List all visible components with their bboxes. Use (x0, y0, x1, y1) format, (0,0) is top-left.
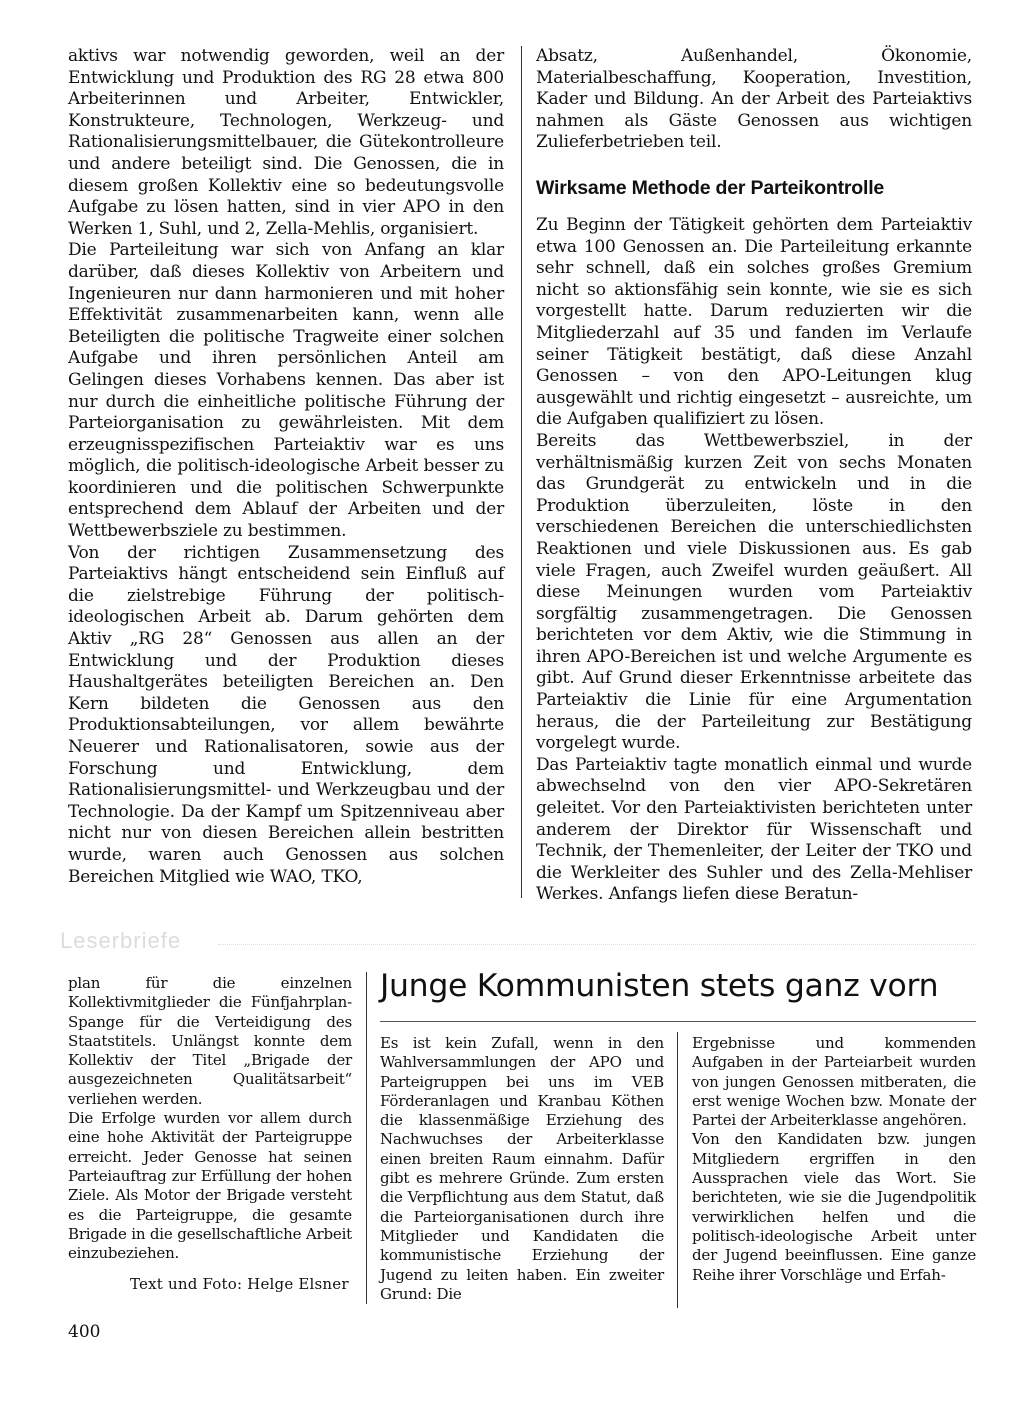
headline-rule (380, 1021, 976, 1022)
column-divider (366, 972, 367, 1304)
column-divider (521, 46, 522, 898)
letter-paragraph: Von den Kandidaten bzw. jungen Mitgliedern ergriffen in den Aussprachen viele das Wort. Sie berichteten, wie sie die Jugendpolitik verwirklichen helfen und die politisch-ideologische Arbeit unter der Jugend beeinflussen. Eine ganze Reihe ihrer Vorschläge und Erfah- (692, 1130, 976, 1284)
letter-headline: Junge Kommunisten stets ganz vorn (380, 968, 939, 1004)
article-paragraph: Die Parteileitung war sich von Anfang an klar darüber, daß dieses Kollektiv von Arbeitern und Ingenieuren nur dann harmonieren und mit hoher Effektivität zusammenarbeiten kann, wenn alle Beteiligten die politische Tragweite einer solchen Aufgabe und ihren persönlichen Anteil am Gelingen dieses Vorhabens kennen. Das aber ist nur durch die einheitliche politische Führung der Parteiorganisation zu gewährleisten. Mit dem erzeugnisspezifischen Parteiaktiv war es uns möglich, die politisch-ideologische Arbeit besser zu koordinieren und die politischen Schwerpunkte entsprechend dem Ablauf der Arbeiten und der Wettbewerbsziele zu bestimmen. (68, 240, 504, 542)
letter-paragraph: Es ist kein Zufall, wenn in den Wahlversammlungen der APO und Parteigruppen bei uns im VEB Förderanlagen und Kranbau Köthen die klassenmäßige Erziehung des Nachwuchses der Arbeiterklasse einen breiten Raum einnahm. Dafür gibt es mehrere Gründe. Zum ersten die Verpflichtung aus dem Statut, daß die Parteiorganisationen durch ihre Mitglieder und Kandidaten die kommunistische Erziehung der Jugend zu leiten haben. Ein zweiter Grund: Die (380, 1034, 664, 1303)
section-rubric: Leserbriefe (60, 928, 182, 953)
article-paragraph: Von der richtigen Zusammensetzung des Parteiaktivs hängt entscheidend sein Einfluß auf die zielstrebige Führung der politisch-ideologischen Arbeit ab. Darum gehörten dem Aktiv „RG 28“ Genossen aus allen an der Entwicklung und der Produktion dieses Haushaltgerätes beteiligten Bereichen an. Den Kern bildeten die Genossen aus den Produktionsabteilungen, vor allem bewährte Neuerer und Rationalisatoren, sowie aus der Forschung und Entwicklung, dem Rationalisierungsmittel- und Werkzeugbau und der Technologie. Da der Kampf um Spitzenniveau aber nicht nur von diesen Bereichen allein bestritten wurde, waren auch Genossen aus solchen Bereichen Mitglied wie WAO, TKO, (68, 542, 504, 887)
article-top-right-intro (536, 46, 972, 154)
article-paragraph: Absatz, Außenhandel, Ökonomie, Materialbeschaffung, Kooperation, Investition, Kader und Bildung. An der Arbeit des Parteiaktivs nahmen als Gäste Genossen aus wichtigen Zulieferbetrieben teil. (536, 46, 972, 153)
photo-credit: Text und Foto: Helge Elsner (130, 1275, 349, 1293)
article-paragraph: Das Parteiaktiv tagte monatlich einmal und wurde abwechselnd von den vier APO-Sekretären geleitet. Vor den Parteiaktivisten berichteten unter anderem der Direktor für Wissenschaft und Technik, der Themenleiter, der Leiter der TKO und die Werkleiter des Suhler und des Zella-Mehliser Werkes. Anfangs liefen diese Beratun- (536, 754, 972, 905)
letter-right-column-1 (380, 1034, 664, 1304)
letter-paragraph: Ergebnisse und kommenden Aufgaben in der Parteiarbeit wurden von jungen Genossen mitberaten, die erst wenige Wochen bzw. Monate der Partei der Arbeiterklasse angehören. (692, 1034, 976, 1130)
letter-paragraph: plan für die einzelnen Kollektivmitglieder die Fünfjahrplan-Spange für die Verteidigung des Staatstitels. Unlängst konnte dem Kollektiv der Titel „Brigade der ausgezeichneten Qualitätsarbeit“ verliehen werden. (68, 974, 352, 1108)
letter-paragraph: Die Erfolge wurden vor allem durch eine hohe Aktivität der Parteigruppe erreicht. Jeder Genosse hat seinen Parteiauftrag zur Erfüllung der hohen Ziele. Als Motor der Brigade versteht es die Parteigruppe, die gesamte Brigade in die gesellschaftliche Arbeit einzubeziehen. (68, 1109, 352, 1263)
article-paragraph: Bereits das Wettbewerbsziel, in der verhältnismäßig kurzen Zeit von sechs Monaten das Grundgerät zu entwickeln und in die Produktion überzuleiten, löste in den verschiedenen Bereichen die unterschiedlichsten Reaktionen und viele Diskussionen aus. Es gab viele Fragen, auch Zweifel wurden geäußert. All diese Meinungen wurden vom Parteiaktiv sorgfältig zusammengetragen. Die Genossen berichteten vor dem Aktiv, wie die Stimmung in ihren APO-Bereichen ist und welche Argumente es gibt. Auf Grund dieser Erkenntnisse arbeitete das Parteiaktiv die Linie für eine Argumentation heraus, die der Parteileitung zur Bestätigung vorgelegt wurde. (536, 430, 972, 754)
letter-left-column (68, 974, 352, 1263)
article-paragraph: Zu Beginn der Tätigkeit gehörten dem Parteiaktiv etwa 100 Genossen an. Die Parteileitung erkannte sehr schnell, daß ein solches großes Gremium nicht so aktionsfähig sein konnte, wie sie es sich vorgestellt hatte. Darum reduzierten wir die Mitgliederzahl auf 35 und fanden im Verlaufe seiner Tätigkeit bestätigt, daß diese Anzahl Genossen – von den APO-Leitungen klug ausgewählt und richtig eingesetzt – ausreichte, um die Aufgaben qualifiziert zu lösen. (536, 215, 972, 430)
page-number: 400 (68, 1322, 101, 1342)
rubric-divider (218, 944, 976, 945)
article-top-right-column (536, 215, 972, 906)
column-divider (677, 1032, 678, 1308)
article-paragraph: aktivs war notwendig geworden, weil an der Entwicklung und Produktion des RG 28 etwa 800 Arbeiterinnen und Arbeiter, Entwickler, Konstrukteure, Technologen, Werkzeug- und Rationalisierungsmittelbauer, die Gütekontrolleure und andere beteiligt sind. Die Genossen, die in diesem großen Kollektiv eine so bedeutungsvolle Aufgabe zu lösen hatten, sind in vier APO in den Werken 1, Suhl, und 2, Zella-Mehlis, organisiert. (68, 46, 504, 239)
section-subheading: Wirksame Methode der Parteikontrolle (536, 177, 885, 199)
article-top-left-column (68, 46, 504, 888)
letter-right-column-2 (692, 1034, 976, 1285)
